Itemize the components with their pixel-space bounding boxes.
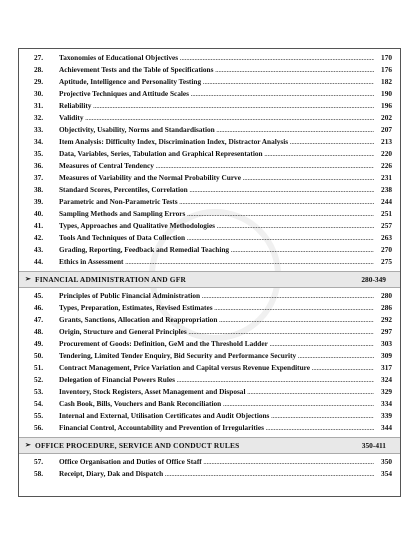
entry-page-number: 213 xyxy=(381,137,392,146)
entry-number: 43. xyxy=(34,245,44,254)
entry-title: Tools And Techniques of Data Collection ..... xyxy=(59,232,374,244)
toc-entry[interactable] xyxy=(19,88,400,100)
entry-page-number: 257 xyxy=(381,221,392,230)
section-assessment-list xyxy=(19,52,400,268)
entry-number: 42. xyxy=(34,233,44,242)
entry-title: Aptitude, Intelligence and Personality Testing ..... xyxy=(59,76,374,88)
entry-number: 54. xyxy=(34,399,44,408)
arrow-bullet-icon: ➢ xyxy=(25,275,31,283)
toc-entry[interactable] xyxy=(19,256,400,268)
entry-number: 47. xyxy=(34,315,44,324)
entry-title: Internal and External, Utilisation Certificates and Audit Objections ..... xyxy=(59,410,374,422)
section-office-list xyxy=(19,456,400,480)
toc-entry[interactable] xyxy=(19,148,400,160)
entry-page-number: 334 xyxy=(381,399,392,408)
entry-number: 52. xyxy=(34,375,44,384)
toc-entry[interactable] xyxy=(19,350,400,362)
toc-entry[interactable] xyxy=(19,386,400,398)
entry-title: Taxonomies of Educational Objectives ..... xyxy=(59,52,374,64)
toc-entry[interactable] xyxy=(19,422,400,434)
toc-entry[interactable] xyxy=(19,456,400,468)
entry-title: Types, Approaches and Qualitative Methodologies ..... xyxy=(59,220,374,232)
entry-number: 40. xyxy=(34,209,44,218)
entry-title: Receipt, Diary, Dak and Dispatch ..... xyxy=(59,468,374,480)
entry-number: 56. xyxy=(34,423,44,432)
toc-entry[interactable] xyxy=(19,362,400,374)
entry-number: 28. xyxy=(34,65,44,74)
entry-title: Financial Control, Accountability and Prevention of Irregularities ..... xyxy=(59,422,374,434)
entry-title: Item Analysis: Difficulty Index, Discrimination Index, Distractor Analysis ..... xyxy=(59,136,374,148)
entry-title: Origin, Structure and General Principles ..... xyxy=(59,326,374,338)
entry-number: 55. xyxy=(34,411,44,420)
entry-number: 31. xyxy=(34,101,44,110)
entry-title: Measures of Central Tendency ..... xyxy=(59,160,374,172)
entry-title: Office Organisation and Duties of Office Staff ..... xyxy=(59,456,374,468)
section-heading-office-procedure xyxy=(19,437,400,454)
entry-number: 36. xyxy=(34,161,44,170)
toc-entry[interactable] xyxy=(19,112,400,124)
toc-entry[interactable] xyxy=(19,52,400,64)
toc-entry[interactable] xyxy=(19,160,400,172)
entry-title: Contract Management, Price Variation and Capital versus Revenue Expenditure ..... xyxy=(59,362,374,374)
toc-entry[interactable] xyxy=(19,374,400,386)
entry-page-number: 280 xyxy=(381,291,392,300)
contents-page xyxy=(18,48,401,497)
entry-title: Inventory, Stock Registers, Asset Management and Disposal ..... xyxy=(59,386,374,398)
entry-page-number: 329 xyxy=(381,387,392,396)
entry-number: 53. xyxy=(34,387,44,396)
toc-entry[interactable] xyxy=(19,100,400,112)
entry-number: 50. xyxy=(34,351,44,360)
entry-page-number: 263 xyxy=(381,233,392,242)
toc-entry[interactable] xyxy=(19,196,400,208)
entry-page-number: 182 xyxy=(381,77,392,86)
entry-page-number: 344 xyxy=(381,423,392,432)
entry-number: 58. xyxy=(34,469,44,478)
entry-number: 44. xyxy=(34,257,44,266)
entry-title: Procurement of Goods: Definition, GeM and the Threshold Ladder ..... xyxy=(59,338,374,350)
entry-number: 35. xyxy=(34,149,44,158)
entry-page-number: 251 xyxy=(381,209,392,218)
arrow-bullet-icon: ➢ xyxy=(25,441,31,449)
entry-number: 39. xyxy=(34,197,44,206)
toc-entry[interactable] xyxy=(19,172,400,184)
toc-entry[interactable] xyxy=(19,244,400,256)
entry-number: 46. xyxy=(34,303,44,312)
entry-page-number: 317 xyxy=(381,363,392,372)
section-heading-financial xyxy=(19,271,400,288)
toc-entry[interactable] xyxy=(19,220,400,232)
entry-title: Ethics in Assessment ..... xyxy=(59,256,374,268)
entry-number: 49. xyxy=(34,339,44,348)
entry-title: Types, Preparation, Estimates, Revised Estimates ..... xyxy=(59,302,374,314)
entry-title: Measures of Variability and the Normal Probability Curve ..... xyxy=(59,172,374,184)
entry-number: 37. xyxy=(34,173,44,182)
toc-entry[interactable] xyxy=(19,398,400,410)
toc-entry[interactable] xyxy=(19,410,400,422)
entry-title: Projective Techniques and Attitude Scales ..... xyxy=(59,88,374,100)
toc-entry[interactable] xyxy=(19,136,400,148)
entry-number: 51. xyxy=(34,363,44,372)
toc-entry[interactable] xyxy=(19,124,400,136)
entry-page-number: 339 xyxy=(381,411,392,420)
entry-title: Standard Scores, Percentiles, Correlation ..... xyxy=(59,184,374,196)
entry-number: 34. xyxy=(34,137,44,146)
entry-number: 33. xyxy=(34,125,44,134)
toc-entry[interactable] xyxy=(19,232,400,244)
entry-page-number: 207 xyxy=(381,125,392,134)
entry-title: Achievement Tests and the Table of Specifications ..... xyxy=(59,64,374,76)
entry-number: 57. xyxy=(34,457,44,466)
entry-title: Principles of Public Financial Administration ..... xyxy=(59,290,374,302)
section-heading-title: FINANCIAL ADMINISTRATION AND GFR xyxy=(35,275,187,284)
entry-title: Sampling Methods and Sampling Errors ..... xyxy=(59,208,374,220)
section-page-range: 350-411 xyxy=(361,441,386,450)
section-heading-title: OFFICE PROCEDURE, SERVICE AND CONDUCT RULES xyxy=(35,441,240,450)
entry-title: Objectivity, Usability, Norms and Standardisation ..... xyxy=(59,124,374,136)
entry-title: Parametric and Non-Parametric Tests ..... xyxy=(59,196,374,208)
entry-page-number: 309 xyxy=(381,351,392,360)
entry-page-number: 270 xyxy=(381,245,392,254)
entry-page-number: 354 xyxy=(381,469,392,478)
entry-title: Grants, Sanctions, Allocation and Reappropriation ..... xyxy=(59,314,374,326)
entry-title: Tendering, Limited Tender Enquiry, Bid Security and Performance Security ..... xyxy=(59,350,374,362)
entry-page-number: 292 xyxy=(381,315,392,324)
toc-entry[interactable] xyxy=(19,208,400,220)
entry-page-number: 286 xyxy=(381,303,392,312)
toc-entry[interactable] xyxy=(19,64,400,76)
entry-title: Validity ..... xyxy=(59,112,374,124)
toc-entry[interactable] xyxy=(19,184,400,196)
entry-number: 27. xyxy=(34,53,44,62)
entry-number: 32. xyxy=(34,113,44,122)
toc-entry[interactable] xyxy=(19,326,400,338)
toc-entry[interactable] xyxy=(19,290,400,302)
toc-entry[interactable] xyxy=(19,468,400,480)
toc-entry[interactable] xyxy=(19,302,400,314)
entry-page-number: 231 xyxy=(381,173,392,182)
section-financial-list xyxy=(19,290,400,434)
entry-title: Data, Variables, Series, Tabulation and Graphical Representation ..... xyxy=(59,148,374,160)
entry-page-number: 238 xyxy=(381,185,392,194)
entry-page-number: 202 xyxy=(381,113,392,122)
entry-number: 45. xyxy=(34,291,44,300)
toc-entry[interactable] xyxy=(19,338,400,350)
entry-page-number: 303 xyxy=(381,339,392,348)
entry-page-number: 190 xyxy=(381,89,392,98)
entry-page-number: 226 xyxy=(381,161,392,170)
entry-page-number: 170 xyxy=(381,53,392,62)
entry-page-number: 244 xyxy=(381,197,392,206)
entry-number: 29. xyxy=(34,77,44,86)
entry-page-number: 297 xyxy=(381,327,392,336)
entry-title: Delegation of Financial Powers Rules ..... xyxy=(59,374,374,386)
section-page-range: 280-349 xyxy=(361,275,386,284)
entry-page-number: 275 xyxy=(381,257,392,266)
entry-page-number: 350 xyxy=(381,457,392,466)
entry-page-number: 176 xyxy=(381,65,392,74)
toc-entry[interactable] xyxy=(19,314,400,326)
entry-number: 30. xyxy=(34,89,44,98)
entry-number: 38. xyxy=(34,185,44,194)
entry-page-number: 324 xyxy=(381,375,392,384)
entry-title: Cash Book, Bills, Vouchers and Bank Reconciliation ..... xyxy=(59,398,374,410)
toc-entry[interactable] xyxy=(19,76,400,88)
entry-page-number: 220 xyxy=(381,149,392,158)
entry-number: 48. xyxy=(34,327,44,336)
entry-number: 41. xyxy=(34,221,44,230)
entry-title: Reliability ..... xyxy=(59,100,374,112)
entry-page-number: 196 xyxy=(381,101,392,110)
entry-title: Grading, Reporting, Feedback and Remedial Teaching ..... xyxy=(59,244,374,256)
